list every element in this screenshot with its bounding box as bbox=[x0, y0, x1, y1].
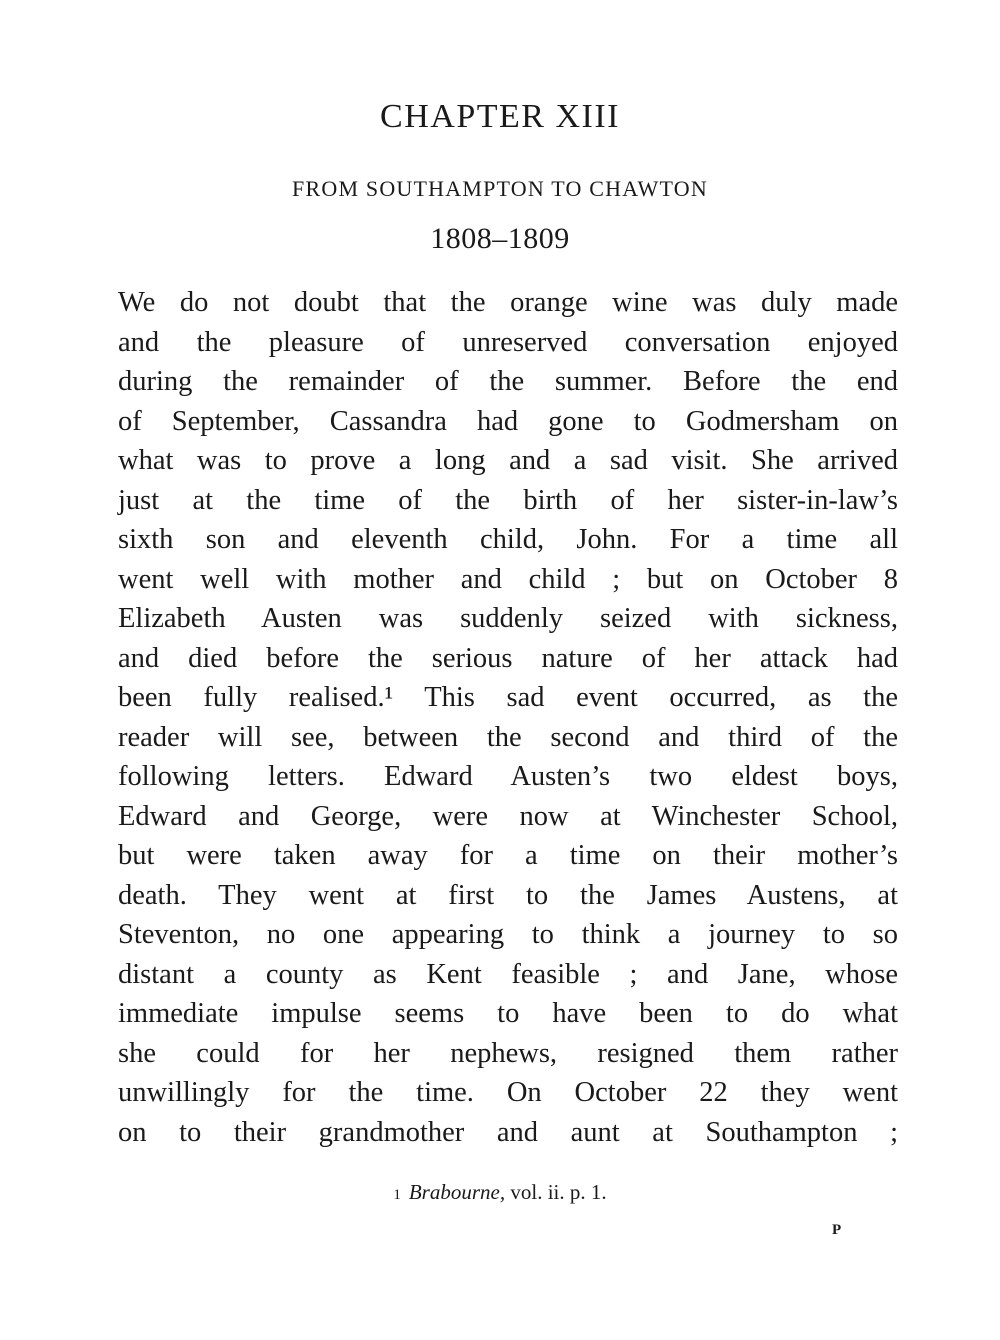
text-line: of September, Cassandra had gone to Godmersham on bbox=[118, 405, 898, 437]
text-line: and died before the serious nature of her attack had bbox=[118, 642, 898, 674]
footnote-reference: vol. ii. p. 1. bbox=[510, 1180, 607, 1204]
footnote bbox=[0, 1180, 1000, 1205]
chapter-subtitle: FROM SOUTHAMPTON TO CHAWTON bbox=[292, 176, 708, 201]
text-line: during the remainder of the summer. Before the end bbox=[118, 366, 898, 397]
footnote-source: Brabourne, bbox=[408, 1180, 506, 1204]
text-line: just at the time of the birth of her sister-in-law’s bbox=[118, 484, 898, 516]
text-line: she could for her nephews, resigned them rather bbox=[118, 1037, 898, 1069]
text-line: on to their grandmother and aunt at Southampton ; bbox=[118, 1116, 898, 1148]
text-line: reader will see, between the second and third of the bbox=[118, 721, 898, 753]
text-line: but were taken away for a time on their mother’s bbox=[118, 840, 898, 871]
text-line: and the pleasure of unreserved conversation enjoyed bbox=[118, 326, 898, 358]
text-line: been fully realised.¹ This sad event occurred, as the bbox=[118, 682, 898, 713]
text-line: following letters. Edward Austen’s two eldest boys, bbox=[118, 761, 898, 792]
text-line: what was to prove a long and a sad visit. She arrived bbox=[118, 445, 898, 476]
text-line: Edward and George, were now at Winchester School, bbox=[118, 800, 898, 832]
footnote-number: 1 bbox=[393, 1187, 401, 1203]
text-line: distant a county as Kent feasible ; and Jane, whose bbox=[118, 958, 898, 990]
text-line: We do not doubt that the orange wine was duly made bbox=[118, 287, 898, 318]
chapter-title: CHAPTER XIII bbox=[380, 98, 620, 135]
signature-mark: P bbox=[832, 1222, 842, 1238]
text-line: went well with mother and child ; but on October 8 bbox=[118, 563, 898, 595]
text-line: death. They went at first to the James Austens, at bbox=[118, 879, 898, 911]
chapter-dates: 1808–1809 bbox=[430, 222, 570, 255]
text-line: unwillingly for the time. On October 22 they went bbox=[118, 1077, 898, 1108]
text-line: immediate impulse seems to have been to do what bbox=[118, 998, 898, 1029]
text-line: sixth son and eleventh child, John. For a time all bbox=[118, 524, 898, 555]
body-text bbox=[118, 283, 898, 1152]
text-line: Elizabeth Austen was suddenly seized with sickness, bbox=[118, 603, 898, 634]
text-line: Steventon, no one appearing to think a journey to so bbox=[118, 919, 898, 950]
